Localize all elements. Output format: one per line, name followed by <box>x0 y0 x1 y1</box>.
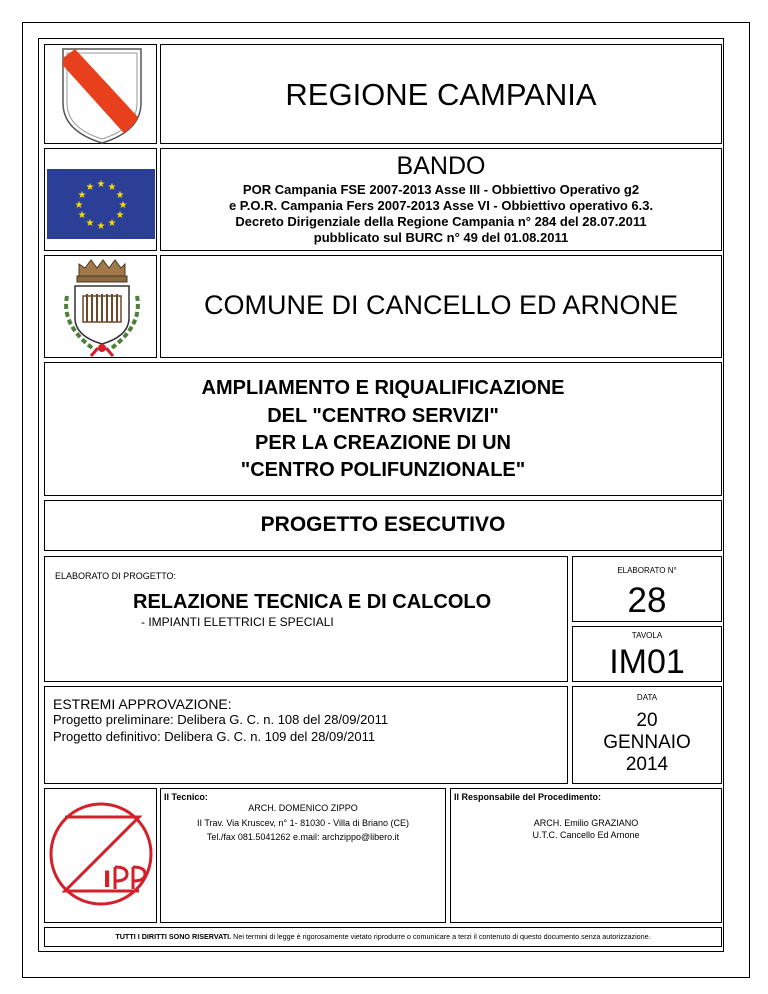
approvazione-title: ESTREMI APPROVAZIONE: <box>53 696 232 712</box>
footer-rights-text: Nei termini di legge è rigorosamente vietato riprodurre o comunicare a terzi il contenuto di questo documento senza autorizzazione. <box>231 932 651 941</box>
elaborato-title: RELAZIONE TECNICA E DI CALCOLO <box>133 591 492 613</box>
elaborato-number: 28 <box>627 581 667 620</box>
project-line-1: AMPLIAMENTO E RIQUALIFICAZIONE <box>201 377 565 399</box>
bando-line-1: POR Campania FSE 2007-2013 Asse III - Obbiettivo Operativo g2 <box>242 182 640 197</box>
footer-cell <box>44 927 722 947</box>
tecnico-label: Il Tecnico: <box>164 792 208 802</box>
project-line-4: "CENTRO POLIFUNZIONALE" <box>240 459 526 481</box>
logo-cell-campania <box>44 44 157 144</box>
footer-rights-bold: TUTTI I DIRITTI SONO RISERVATI. <box>115 932 232 941</box>
approvazione-preliminare: Progetto preliminare: Delibera G. C. n. 108 del 28/09/2011 <box>53 712 389 727</box>
bando-line-4: pubblicato sul BURC n° 49 del 01.08.2011 <box>313 230 569 245</box>
comune-crest-icon <box>45 256 158 359</box>
campania-crest-icon <box>45 45 158 145</box>
elaborato-label: ELABORATO DI PROGETTO: <box>55 571 177 581</box>
svg-text:★: ★ <box>115 210 125 221</box>
svg-text:★: ★ <box>115 190 125 201</box>
zippo-logo-icon <box>45 789 158 924</box>
logo-cell-eu <box>44 148 157 251</box>
approvazione-definitivo: Progetto definitivo: Delibera G. C. n. 109 del 28/09/2011 <box>53 729 376 744</box>
region-title: REGIONE CAMPANIA <box>285 77 597 112</box>
comune-name: COMUNE DI CANCELLO ED ARNONE <box>203 290 679 320</box>
svg-text:★: ★ <box>74 200 84 211</box>
footer-rights <box>45 932 721 941</box>
data-label: DATA <box>636 693 658 702</box>
elaborato-number-cell <box>572 556 722 622</box>
phase-title: PROGETTO ESECUTIVO <box>260 513 506 536</box>
project-line-2: DEL "CENTRO SERVIZI" <box>267 405 499 427</box>
zippo-logo-cell <box>44 788 157 923</box>
project-cell <box>44 362 722 496</box>
bando-cell <box>160 148 722 251</box>
region-title-cell <box>160 44 722 144</box>
eu-flag-icon <box>45 149 158 252</box>
tecnico-cell <box>160 788 446 923</box>
elaborato-cell <box>44 556 568 682</box>
data-month: GENNAIO <box>603 732 691 753</box>
tecnico-name: ARCH. DOMENICO ZIPPO <box>248 803 358 813</box>
comune-cell <box>160 255 722 358</box>
tecnico-contact: Tel./fax 081.5041262 e.mail: archzippo@libero.it <box>206 832 400 842</box>
svg-text:★: ★ <box>107 182 117 193</box>
svg-text:I: I <box>103 868 112 893</box>
svg-text:★: ★ <box>85 182 95 193</box>
bando-line-3: Decreto Dirigenziale della Regione Campania n° 284 del 28.07.2011 <box>235 214 647 229</box>
data-year: 2014 <box>625 754 669 775</box>
data-cell <box>572 686 722 784</box>
elaborato-subtitle: - IMPIANTI ELETTRICI E SPECIALI <box>141 615 334 629</box>
svg-text:★: ★ <box>85 218 95 229</box>
bando-line-2: e P.O.R. Campania Fers 2007-2013 Asse VI - Obbiettivo operativo 6.3. <box>228 198 654 213</box>
elaborato-number-label: ELABORATO N° <box>617 566 677 575</box>
svg-text:★: ★ <box>118 200 128 211</box>
approvazione-cell <box>44 686 568 784</box>
svg-text:★: ★ <box>77 210 87 221</box>
bando-title: BANDO <box>396 152 486 180</box>
svg-text:★: ★ <box>77 190 87 201</box>
responsabile-label: Il Responsabile del Procedimento: <box>454 792 602 802</box>
tavola-code: IM01 <box>609 643 685 681</box>
tavola-cell <box>572 626 722 682</box>
responsabile-office: U.T.C. Cancello Ed Arnone <box>532 830 640 840</box>
tecnico-address: II Trav. Via Kruscev, n° 1- 81030 - Villa di Briano (CE) <box>196 818 410 828</box>
svg-text:★: ★ <box>96 221 106 232</box>
responsabile-cell <box>450 788 722 923</box>
logo-cell-comune <box>44 255 157 358</box>
responsabile-name: ARCH. Emilio GRAZIANO <box>533 818 639 828</box>
phase-cell <box>44 500 722 551</box>
data-day: 20 <box>636 710 658 731</box>
project-line-3: PER LA CREAZIONE DI UN <box>255 432 511 454</box>
tavola-label: TAVOLA <box>631 631 663 640</box>
svg-text:★: ★ <box>96 179 106 190</box>
svg-text:★: ★ <box>107 218 117 229</box>
